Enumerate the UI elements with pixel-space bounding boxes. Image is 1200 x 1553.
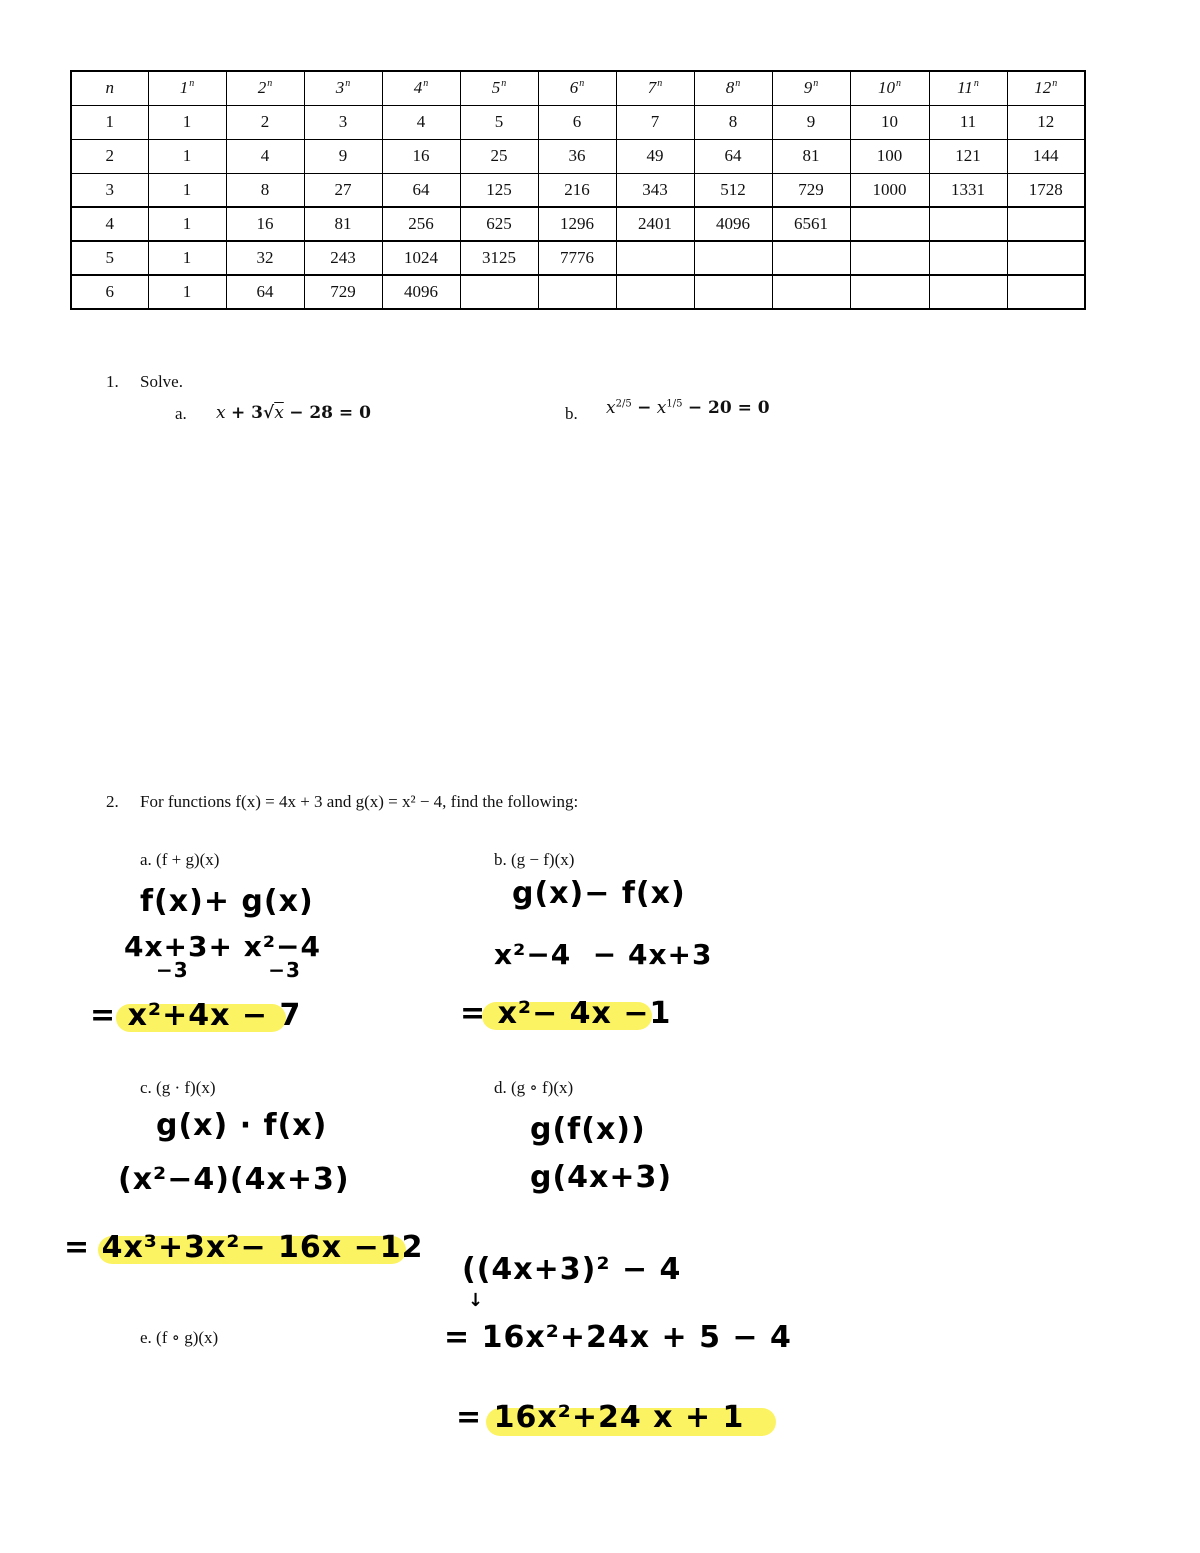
table-cell: 8 — [694, 105, 772, 139]
table-cell: 144 — [1007, 139, 1085, 173]
table-cell: 6561 — [772, 207, 850, 241]
table-row — [71, 139, 1085, 173]
row-n-cell: 2 — [71, 139, 148, 173]
hand-a-answer: = x²+4x − 7 — [90, 998, 302, 1033]
table-cell — [1007, 275, 1085, 309]
hand-d-line2: g(4x+3) — [530, 1160, 673, 1195]
q2c-label: c. (g · f)(x) — [140, 1078, 216, 1097]
table-cell — [460, 275, 538, 309]
table-cell: 4 — [226, 139, 304, 173]
q2-number: 2. — [106, 792, 119, 811]
table-cell: 64 — [226, 275, 304, 309]
table-cell: 9 — [304, 139, 382, 173]
q2e-label: e. (f ∘ g)(x) — [140, 1328, 219, 1347]
table-cell — [929, 275, 1007, 309]
q1-number: 1. — [106, 372, 119, 391]
hand-a-line1: f(x)+ g(x) — [140, 884, 314, 919]
table-cell: 243 — [304, 241, 382, 275]
table-cell: 729 — [304, 275, 382, 309]
table-cell: 2 — [226, 105, 304, 139]
table-cell: 16 — [226, 207, 304, 241]
table-cell: 64 — [382, 173, 460, 207]
table-cell: 11 — [929, 105, 1007, 139]
table-cell: 12 — [1007, 105, 1085, 139]
q1a-label: a. — [175, 404, 187, 423]
table-cell: 7776 — [538, 241, 616, 275]
table-cell: 1 — [148, 139, 226, 173]
table-cell: 27 — [304, 173, 382, 207]
table-row — [71, 275, 1085, 309]
table-cell — [772, 241, 850, 275]
table-row — [71, 207, 1085, 241]
table-cell: 125 — [460, 173, 538, 207]
table-cell: 16 — [382, 139, 460, 173]
row-n-cell: 3 — [71, 173, 148, 207]
table-cell — [772, 275, 850, 309]
table-header-row — [71, 71, 1085, 105]
table-cell: 7 — [616, 105, 694, 139]
header-cell-power: 8$^n$ — [694, 71, 772, 105]
table-cell: 4096 — [382, 275, 460, 309]
table-cell: 1728 — [1007, 173, 1085, 207]
table-cell: 100 — [850, 139, 929, 173]
table-row — [71, 241, 1085, 275]
header-cell-power: 3$^n$ — [304, 71, 382, 105]
hand-b-line2: x²−4 − 4x+3 — [494, 938, 713, 971]
header-cell-power: 4$^n$ — [382, 71, 460, 105]
header-cell-power: 7$^n$ — [616, 71, 694, 105]
hand-b-line1: g(x)− f(x) — [512, 876, 686, 911]
table-cell: 729 — [772, 173, 850, 207]
table-cell: 256 — [382, 207, 460, 241]
table-cell: 81 — [304, 207, 382, 241]
q2b-label: b. (g − f)(x) — [494, 850, 575, 869]
hand-b-answer: = x²− 4x −1 — [460, 996, 672, 1031]
table-cell — [616, 241, 694, 275]
table-cell: 1 — [148, 207, 226, 241]
powers-table — [70, 70, 1086, 310]
row-n-cell: 6 — [71, 275, 148, 309]
table-cell — [850, 207, 929, 241]
table-cell: 1 — [148, 173, 226, 207]
table-row — [71, 105, 1085, 139]
hand-d-line1: g(f(x)) — [530, 1112, 646, 1147]
hand-c-line1: g(x) · f(x) — [156, 1108, 328, 1143]
q2d-label: d. (g ∘ f)(x) — [494, 1078, 574, 1097]
table-cell — [694, 241, 772, 275]
header-cell-power: 6$^n$ — [538, 71, 616, 105]
table-cell — [850, 241, 929, 275]
table-cell — [850, 275, 929, 309]
table-cell: 3 — [304, 105, 382, 139]
table-cell: 10 — [850, 105, 929, 139]
table-cell: 49 — [616, 139, 694, 173]
table-cell: 121 — [929, 139, 1007, 173]
table-cell: 81 — [772, 139, 850, 173]
q2-prompt: For functions f(x) = 4x + 3 and g(x) = x² − 4, find the following: — [140, 792, 579, 811]
table-cell — [538, 275, 616, 309]
q1-prompt: Solve. — [140, 372, 183, 391]
table-cell: 1024 — [382, 241, 460, 275]
table-cell: 4 — [382, 105, 460, 139]
header-cell-power: 10$^n$ — [850, 71, 929, 105]
table-cell — [929, 241, 1007, 275]
table-cell: 1331 — [929, 173, 1007, 207]
table-row — [71, 173, 1085, 207]
hand-a-line2: 4x+3+ x²−4 — [124, 930, 321, 963]
table-cell: 343 — [616, 173, 694, 207]
table-cell: 625 — [460, 207, 538, 241]
header-cell-power: 12$^n$ — [1007, 71, 1085, 105]
table-cell: 25 — [460, 139, 538, 173]
table-cell: 1000 — [850, 173, 929, 207]
header-cell-power: 9$^n$ — [772, 71, 850, 105]
table-cell: 2401 — [616, 207, 694, 241]
table-cell — [616, 275, 694, 309]
table-cell: 216 — [538, 173, 616, 207]
table-cell: 9 — [772, 105, 850, 139]
header-cell-power: 1$^n$ — [148, 71, 226, 105]
table-cell: 512 — [694, 173, 772, 207]
table-cell — [929, 207, 1007, 241]
table-cell: 4096 — [694, 207, 772, 241]
header-cell-power: 5$^n$ — [460, 71, 538, 105]
down-arrow-icon: ↓ — [468, 1290, 485, 1311]
table-cell: 36 — [538, 139, 616, 173]
header-cell-power: 2$^n$ — [226, 71, 304, 105]
hand-a-line2-under: −3 −3 — [156, 958, 301, 982]
table-cell — [694, 275, 772, 309]
q1b-label: b. — [565, 404, 578, 423]
header-cell-n: n — [71, 71, 148, 105]
hand-d-answer: = 16x²+24 x + 1 — [456, 1400, 745, 1435]
header-cell-power: 11$^n$ — [929, 71, 1007, 105]
table-cell: 64 — [694, 139, 772, 173]
table-cell: 6 — [538, 105, 616, 139]
table-cell: 8 — [226, 173, 304, 207]
table-cell — [1007, 207, 1085, 241]
hand-d-line3: ((4x+3)² − 4 — [462, 1252, 682, 1287]
hand-d-line4: = 16x²+24x + 5 − 4 — [444, 1320, 792, 1355]
row-n-cell: 5 — [71, 241, 148, 275]
q1b-expression: $x^{2/5} - x^{1/5} - 20 = 0$ — [606, 398, 770, 418]
hand-c-line2: (x²−4)(4x+3) — [118, 1162, 350, 1197]
row-n-cell: 1 — [71, 105, 148, 139]
table-cell: 1 — [148, 105, 226, 139]
table-cell: 3125 — [460, 241, 538, 275]
hand-c-answer: = 4x³+3x²− 16x −12 — [64, 1230, 424, 1265]
table-cell: 5 — [460, 105, 538, 139]
q2a-label: a. (f + g)(x) — [140, 850, 220, 869]
q1a-expression: x + 3√x − 28 = 0 — [216, 403, 371, 423]
table-cell: 1296 — [538, 207, 616, 241]
table-cell — [1007, 241, 1085, 275]
table-cell: 32 — [226, 241, 304, 275]
table-cell: 1 — [148, 275, 226, 309]
table-cell: 1 — [148, 241, 226, 275]
row-n-cell: 4 — [71, 207, 148, 241]
